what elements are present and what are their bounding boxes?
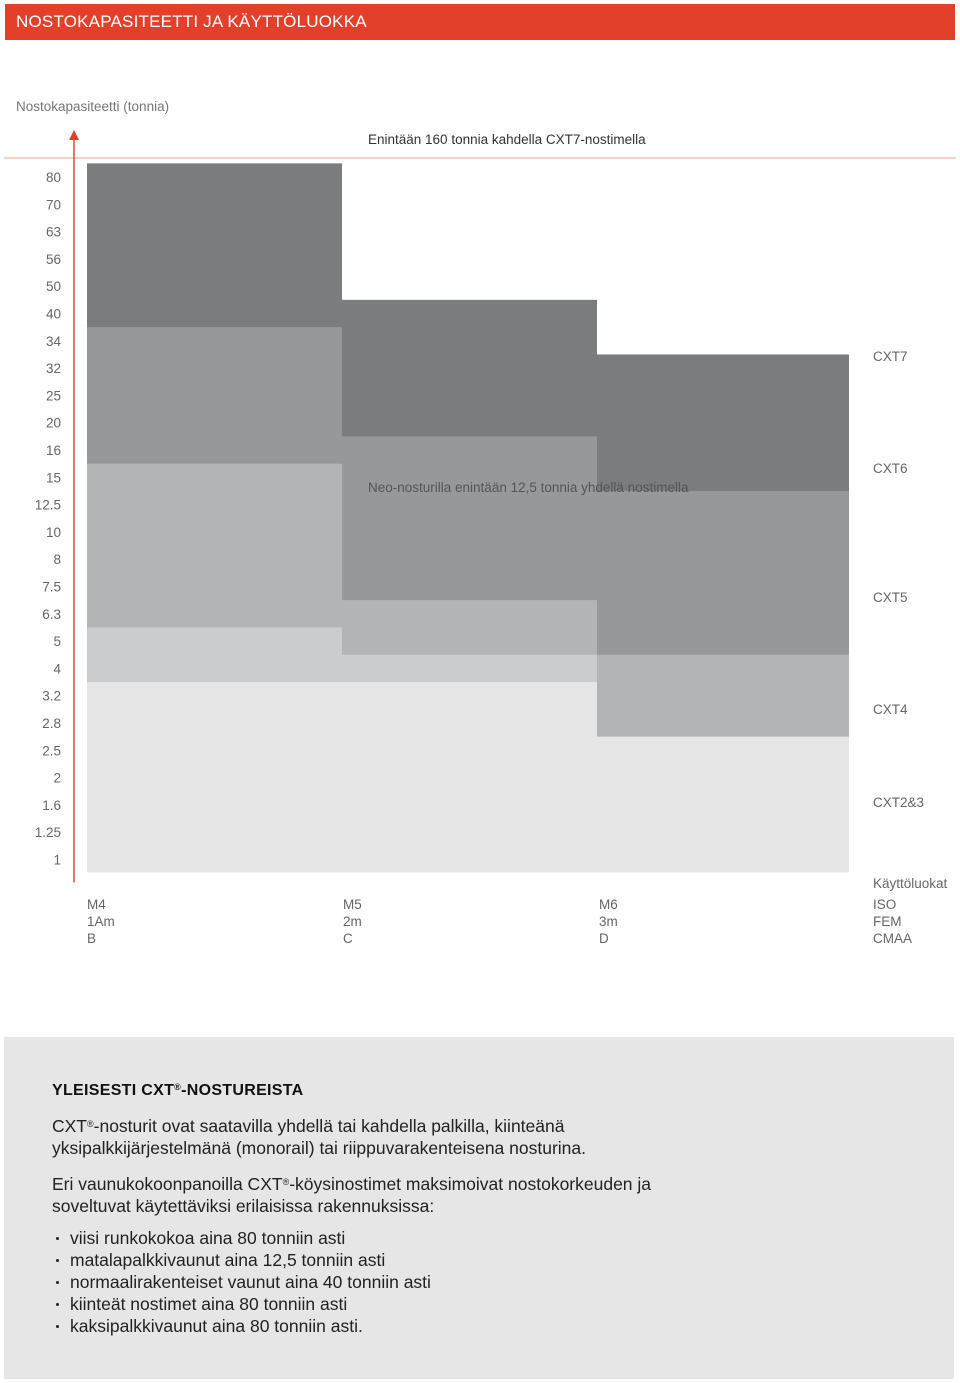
p1-line1-pre: CXT (52, 1116, 87, 1136)
usage-class-label: CMAA (873, 931, 913, 946)
info-paragraph-1: CXT®-nosturit ovat saatavilla yhdellä tai kahdella palkilla, kiinteänä yksipalkkijärjestelmänä (monorail) tai riippuvarakenteisena nosturina. (52, 1113, 912, 1159)
annotation-top: Enintään 160 tonnia kahdella CXT7-nostimella (368, 132, 646, 147)
x-label-iso: M6 (599, 897, 618, 912)
y-tick-label: 70 (45, 197, 61, 213)
info-paragraph-2: Eri vaunukokoonpanoilla CXT®-köysinostimet maksimoivat nostokorkeuden ja soveltuvat käytettäviksi erilaisissa rakennuksissa: (52, 1171, 912, 1217)
usage-class-label: ISO (873, 897, 897, 912)
p2-line1-pre: Eri vaunukokoonpanoilla CXT (52, 1174, 283, 1194)
x-label-fem: 3m (599, 914, 618, 929)
y-axis-label: Nostokapasiteetti (tonnia) (16, 99, 170, 114)
y-tick-label: 15 (45, 470, 61, 486)
list-item: normaalirakenteiset vaunut aina 40 tonniin asti (52, 1271, 431, 1293)
y-tick-label: 63 (45, 224, 61, 240)
info-title: YLEISESTI CXT®-NOSTUREISTA (52, 1082, 304, 1099)
y-tick-label: 56 (45, 251, 61, 267)
y-tick-label: 2.8 (42, 716, 61, 731)
info-box (4, 1037, 954, 1379)
y-tick-label: 40 (45, 306, 61, 322)
header-bar (5, 4, 955, 40)
series-label-cxt2-3: CXT2&3 (873, 795, 925, 810)
p1-line1-post: -nosturit ovat saatavilla yhdellä tai kahdella palkilla, kiinteänä (93, 1116, 565, 1136)
capacity-chart (0, 60, 960, 990)
y-tick-label: 5 (53, 634, 61, 650)
p2-line2: soveltuvat käytettäviksi erilaisissa rakennuksissa: (52, 1196, 435, 1216)
y-axis-arrow (69, 130, 79, 140)
list-item: kiinteät nostimet aina 80 tonniin asti (52, 1293, 431, 1315)
y-tick-label: 2 (53, 770, 61, 786)
annotation-neo: Neo-nosturilla enintään 12,5 tonnia yhdellä nostimella (368, 480, 689, 495)
series-label-cxt4: CXT4 (873, 702, 908, 717)
x-label-cmaa: D (599, 931, 609, 946)
y-tick-label: 16 (45, 443, 61, 458)
bar-cxt2-3-m6 (597, 737, 849, 873)
series-label-cxt5: CXT5 (873, 590, 908, 605)
p1-line2: yksipalkkijärjestelmänä (monorail) tai riippuvarakenteisena nosturina. (52, 1138, 586, 1158)
x-label-iso: M4 (87, 897, 106, 912)
y-tick-label: 80 (45, 170, 61, 185)
y-tick-label: 2.5 (42, 743, 61, 759)
usage-class-header: Käyttöluokat (873, 876, 948, 891)
y-tick-label: 20 (45, 415, 61, 431)
page-title: NOSTOKAPASITEETTI JA KÄYTTÖLUOKKA (16, 12, 367, 31)
feature-list (52, 1227, 431, 1337)
x-label-cmaa: B (87, 931, 97, 946)
y-tick-label: 25 (45, 388, 61, 404)
y-tick-label: 1.6 (42, 797, 61, 813)
y-tick-label: 7.5 (42, 579, 61, 595)
x-label-fem: 1Am (87, 914, 115, 929)
y-tick-label: 4 (53, 661, 61, 677)
y-tick-label: 50 (45, 279, 61, 295)
y-tick-label: 12.5 (34, 497, 61, 513)
y-tick-label: 34 (45, 333, 61, 349)
y-tick-label: 3.2 (42, 688, 61, 704)
y-tick-label: 10 (45, 524, 61, 540)
usage-class-label: FEM (873, 914, 902, 929)
bar-cxt2-3-m5 (342, 682, 597, 872)
x-label-cmaa: C (343, 931, 353, 946)
y-tick-label: 1.25 (34, 825, 61, 841)
series-label-cxt6: CXT6 (873, 461, 908, 476)
x-label-fem: 2m (343, 914, 362, 929)
y-tick-label: 1 (53, 852, 61, 868)
y-tick-label: 8 (53, 552, 61, 568)
p2-line1-post: -köysinostimet maksimoivat nostokorkeuden ja (289, 1174, 652, 1194)
y-tick-label: 32 (45, 361, 61, 377)
bar-cxt2-3-m4 (87, 682, 342, 872)
x-label-iso: M5 (343, 897, 362, 912)
series-label-cxt7: CXT7 (873, 349, 908, 364)
list-item: kaksipalkkivaunut aina 80 tonniin asti. (52, 1315, 431, 1337)
y-tick-label: 6.3 (42, 606, 61, 622)
list-item: matalapalkkivaunut aina 12,5 tonniin asti (52, 1249, 431, 1271)
list-item: viisi runkokokoa aina 80 tonniin asti (52, 1227, 431, 1249)
